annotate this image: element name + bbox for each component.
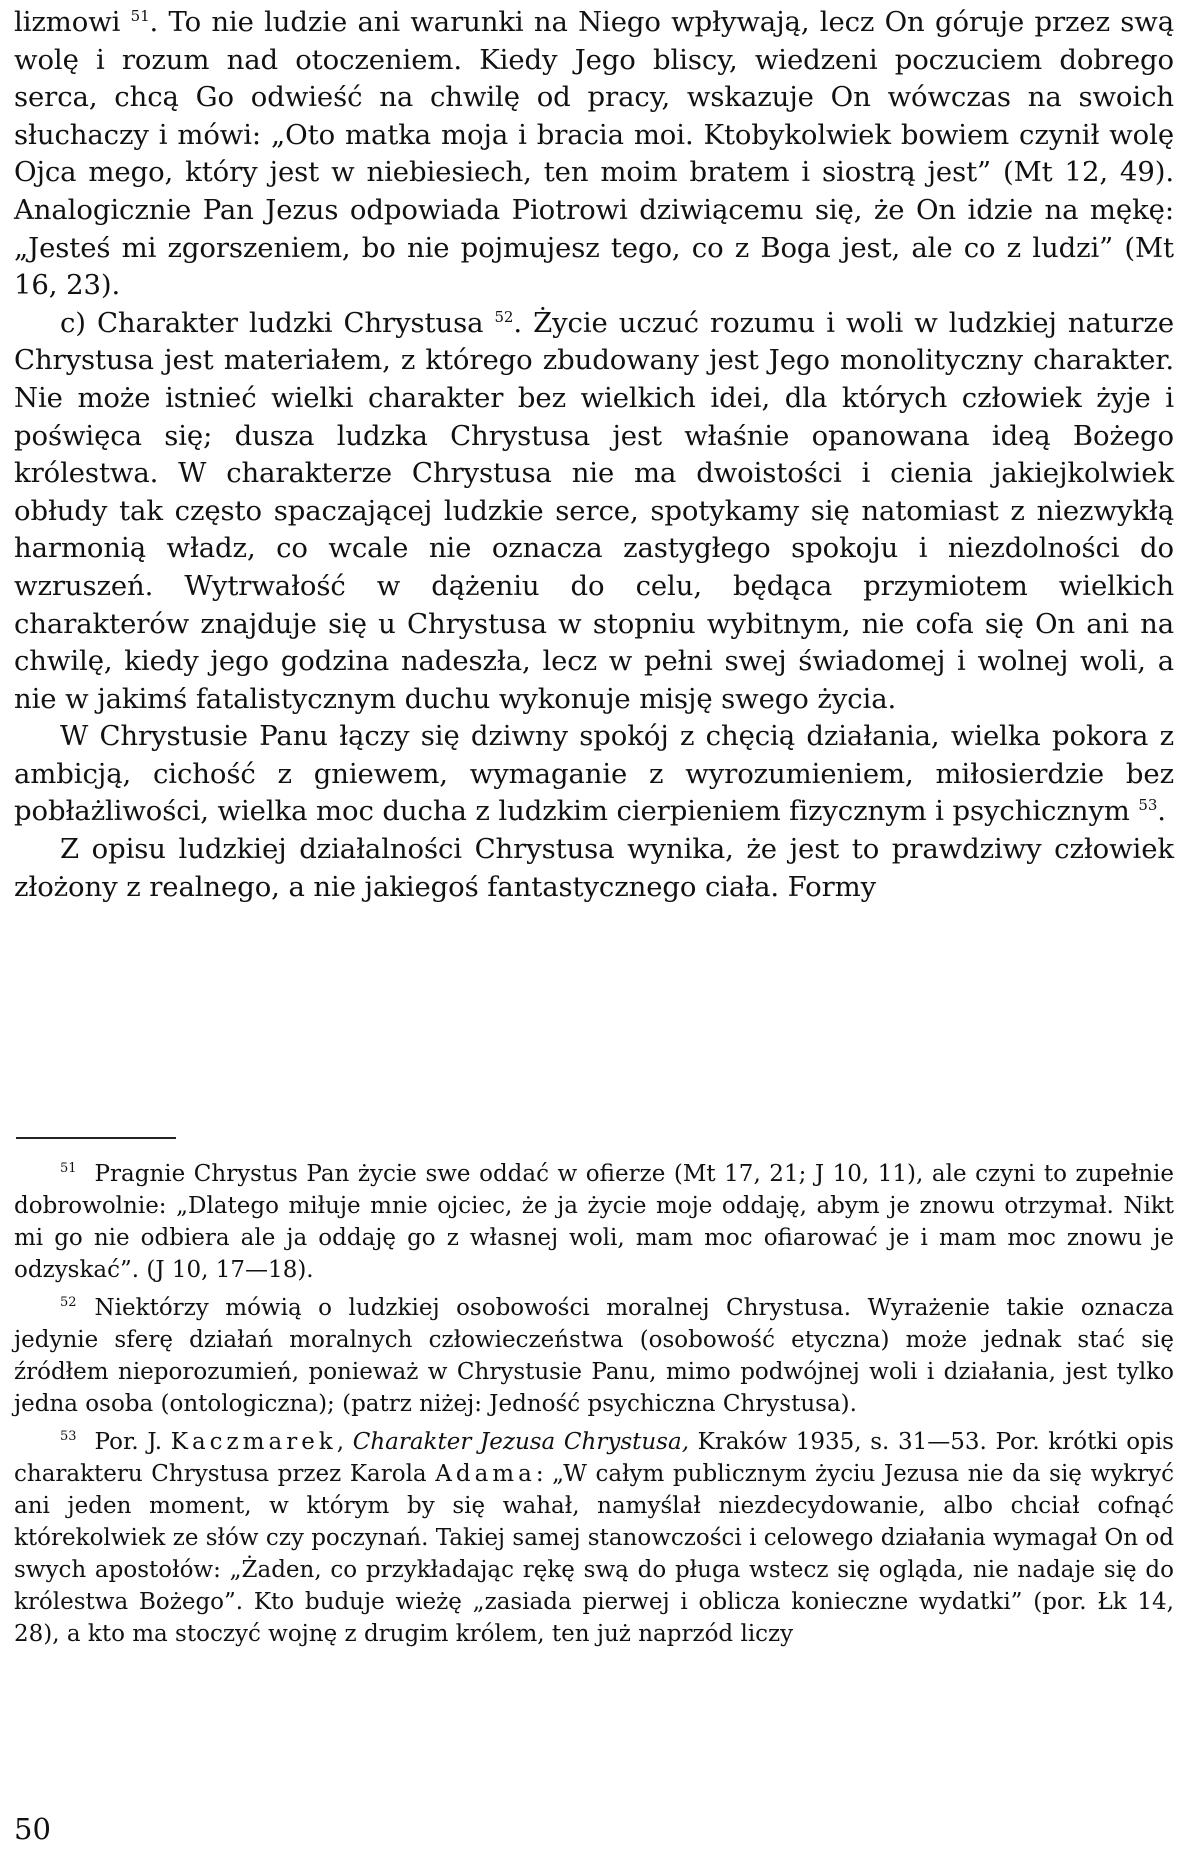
paragraph-2 (14, 305, 1174, 719)
footnote-53-start: Por. J. (94, 1429, 171, 1455)
footnote-53-book-title: Charakter Jezusa Chrystusa, (352, 1429, 690, 1455)
footnote-ref-51: 51 (130, 6, 150, 25)
section-heading-c: c) Charakter ludzki Chrystusa (60, 306, 495, 339)
paragraph-2-text: . Życie uczuć rozumu i woli w ludzkiej naturze Chrystusa jest materiałem, z którego zbudowany jest Jego monolityczny charakter. Nie może istnieć wielki charakter bez wielkich idei, dla których człowiek żyje i poświęca się; dusza ludzka Chrystusa jest właśnie opanowana ideą Bożego królestwa. W charakterze Chrystusa nie ma dwoistości i cienia jakiejkolwiek obłudy tak często spaczającej ludzkie serce, spotykamy się natomiast z niezwykłą harmonią władz, co wcale nie oznacza zastygłego spokoju i niezdolności do wzruszeń. Wytrwałość w dążeniu do celu, będąca przymiotem wielkich charakterów znajduje się u Chrystusa w stopniu wybitnym, nie cofa się On ani na chwilę, kiedy jego godzina nadeszła, lecz w pełni swej świadomej i wolnej woli, a nie w jakimś fatalistycznym duchu wykonuje misję swego życia. (14, 306, 1174, 715)
footnote-mark-51: 51 (60, 1161, 77, 1177)
paragraph-1 (14, 4, 1174, 305)
footnote-52-text: Niektórzy mówią o ludzkiej osobowości moralnej Chrystusa. Wyrażenie takie oznacza jedynie sferę działań moralnych człowieczeństwa (osobowość etyczna) może jednak stać się źródłem nieporozumień, ponieważ w Chrystusie Panu, mimo podwójnej woli i działania, jest tylko jedna osoba (ontologiczna); (patrz niżej: Jedność psychiczna Chrystusa). (14, 1295, 1174, 1417)
paragraph-1-start: lizmowi (14, 6, 131, 38)
paragraph-3-end: . (1157, 795, 1166, 828)
paragraph-3-text: W Chrystusie Panu łączy się dziwny spokój z chęcią działania, wielka pokora z ambicją, cichość z gniewem, wymaganie z wyrozumieniem, miłosierdzie bez pobłażliwości, wielka moc ducha z ludzkim cierpieniem fizycznym i psychicznym (14, 720, 1174, 828)
footnotes (14, 1158, 1174, 1656)
footnote-ref-53: 53 (1138, 796, 1158, 815)
footnote-ref-52: 52 (494, 307, 514, 326)
paragraph-3 (14, 718, 1174, 831)
footnote-53-author-1: Kaczmarek (170, 1429, 337, 1455)
footnote-mark-53: 53 (60, 1429, 77, 1445)
page-number: 50 (14, 1812, 51, 1846)
paragraph-4: Z opisu ludzkiej działalności Chrystusa wynika, że jest to prawdziwy człowiek złożony z realnego, a nie jakiegoś fantastycznego ciała. Formy (14, 833, 1174, 903)
footnote-52 (14, 1292, 1174, 1420)
footnote-separator (16, 1137, 176, 1139)
footnote-53 (14, 1426, 1174, 1650)
footnote-mark-52: 52 (60, 1295, 77, 1311)
footnote-53-text-1: Kraków 1935, s. 31—53. Por. krótki opis charakteru Chrystusa przez Karola (14, 1429, 1174, 1487)
footnote-53-sep: , (336, 1429, 353, 1455)
footnote-51 (14, 1158, 1174, 1286)
footnote-53-text-2: : „W całym publicznym życiu Jezusa nie da się wykryć ani jeden moment, w którym by się wahał, namyślał niezdecydowanie, albo chciał cofnąć którekolwiek ze słów czy poczynań. Takiej samej stanowczości i celowego działania wymagał On od swych apostołów: „Żaden, co przykładając rękę swą do pługa wstecz się ogląda, nie nadaje się do królestwa Bożego”. Kto buduje wieżę „zasiada pierwej i oblicza konieczne wydatki” (por. Łk 14, 28), a kto ma stoczyć wojnę z drugim królem, ten już naprzód liczy (14, 1461, 1174, 1647)
footnote-51-text: Pragnie Chrystus Pan życie swe oddać w ofierze (Mt 17, 21; J 10, 11), ale czyni to zupełnie dobrowolnie: „Dlatego miłuje mnie ojciec, że ja życie moje oddaję, abym je znowu otrzymał. Nikt mi go nie odbiera ale ja oddaję go z własnej woli, mam moc ofiarować je i mam moc znowu je odzyskać”. (J 10, 17—18). (14, 1161, 1174, 1283)
main-text (14, 4, 1174, 906)
paragraph-1-text: . To nie ludzie ani warunki na Niego wpływają, lecz On góruje przez swą wolę i rozum nad otoczeniem. Kiedy Jego bliscy, wiedzeni poczuciem dobrego serca, chcą Go odwieść na chwilę od pracy, wskazuje On wówczas na swoich słuchaczy i mówi: „Oto matka moja i bracia moi. Ktobykolwiek bowiem czynił wolę Ojca mego, który jest w niebiesiech, ten moim bratem i siostrą jest” (Mt 12, 49). Analogicznie Pan Jezus odpowiada Piotrowi dziwiącemu się, że On idzie na mękę: „Jesteś mi zgorszeniem, bo nie pojmujesz tego, co z Boga jest, ale co z ludzi” (Mt 16, 23). (14, 6, 1174, 302)
footnote-53-author-2: Adama (435, 1461, 536, 1487)
